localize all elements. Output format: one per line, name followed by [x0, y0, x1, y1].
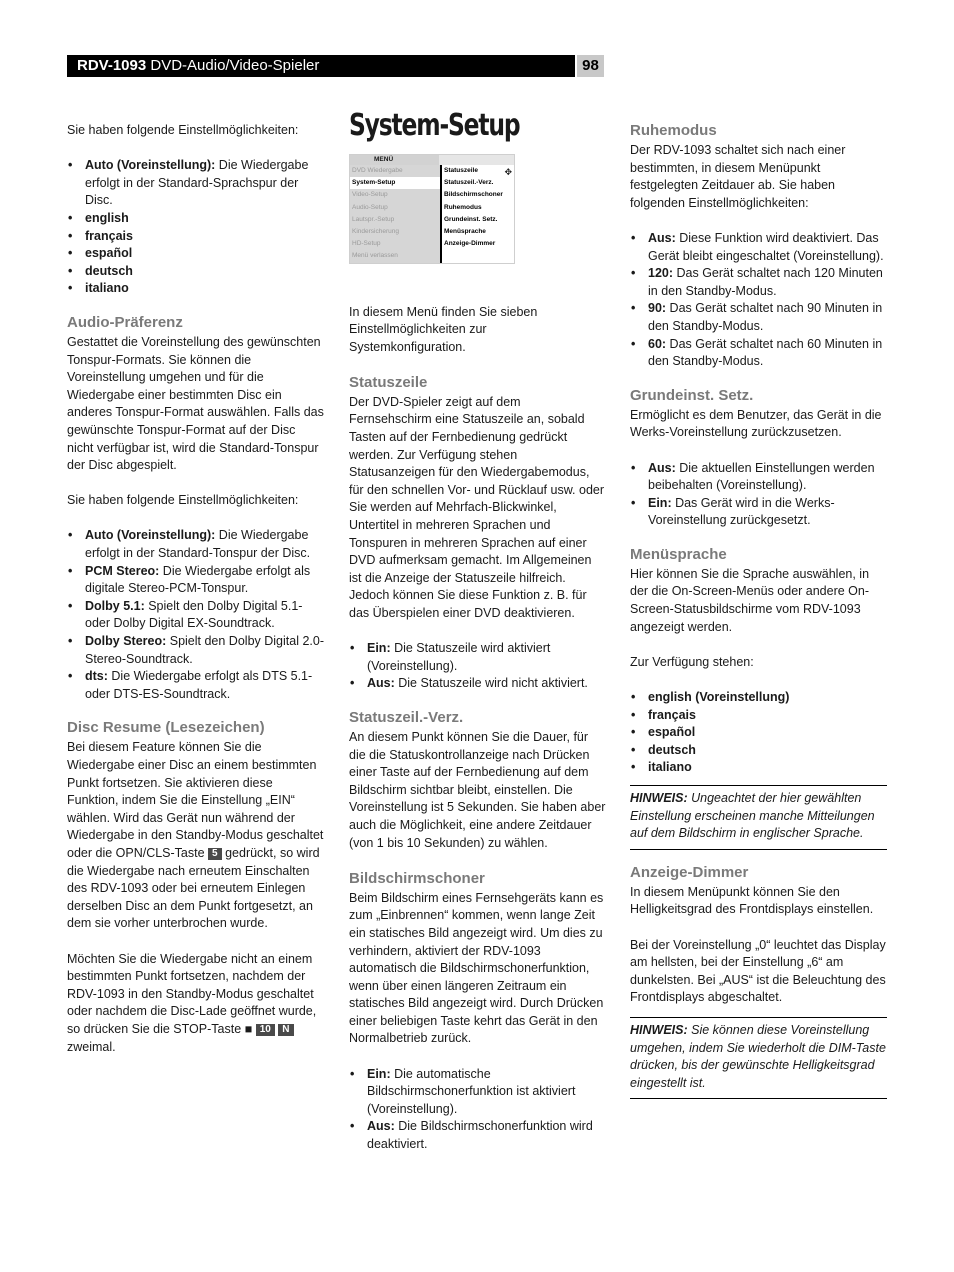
- list-item: • PCM Stereo: Die Wiedergabe erfolgt als digitale Stereo-PCM-Tonspur.: [67, 563, 324, 598]
- section-text: An diesem Punkt können Sie die Dauer, für die die Statuskontrollanzeige nach Drücken einer Taste auf der Fernbedienung auf dem Bildschirm sichtbar bleibt, einstellen. Die Voreinstellung ist 5 Sekunden. Sie haben aber auch die Möglichkeit, eine andere Zeitdauer (von 1 bis 10 Sekunden) zu wählen.: [349, 729, 606, 850]
- section-heading-sleep: Ruhemodus: [630, 122, 717, 139]
- menu-item: Lautspr.-Setup: [352, 215, 395, 223]
- section-heading-delay: Statuszeil.-Verz.: [349, 708, 464, 726]
- menu-right-column: [442, 165, 514, 263]
- list-item: • français: [630, 707, 887, 725]
- status-options-list: [349, 640, 606, 693]
- key-5-icon: 5: [208, 848, 222, 860]
- list-item: • français: [67, 228, 324, 246]
- stop-icon: ■: [244, 1021, 253, 1036]
- list-item: • Auto (Voreinstellung): Die Wiedergabe erfolgt in der Standard-Tonspur der Disc.: [67, 527, 324, 562]
- page-number: 98: [577, 55, 604, 77]
- section-heading-status: Statuszeile: [349, 373, 428, 391]
- list-item: • Aus: Die aktuellen Einstellungen werden beibehalten (Voreinstellung).: [630, 460, 887, 495]
- list-item: • Aus: Diese Funktion wird deaktiviert. Das Gerät bleibt eingeschaltet (Voreinstellung).: [630, 230, 887, 265]
- reset-options-list: [630, 460, 887, 530]
- menu-item: Menü verlassen: [352, 252, 398, 260]
- menu-left-column: [350, 165, 440, 263]
- list-item: • deutsch: [630, 742, 887, 760]
- section-heading-saver: Bildschirmschoner: [349, 869, 485, 887]
- section-text: In diesem Menüpunkt können Sie den Helligkeitsgrad des Frontdisplays einstellen.: [630, 884, 874, 917]
- page-header: [67, 55, 575, 77]
- submenu-item: Grundeinst. Setz.: [444, 215, 498, 223]
- section-heading-menu-language: Menüsprache: [630, 545, 727, 563]
- list-item: • english: [67, 210, 324, 228]
- submenu-item: Statuszeile: [444, 167, 478, 174]
- navigation-icon: ✥: [504, 167, 512, 177]
- column-1: [67, 122, 324, 1074]
- submenu-item: Bildschirmschoner: [444, 191, 503, 199]
- menu-item: Audio-Setup: [352, 203, 388, 211]
- column-3: [630, 122, 887, 1113]
- audio-options-list: [67, 527, 324, 703]
- section-heading-reset: Grundeinst. Setz.: [630, 386, 754, 404]
- submenu-item: Ruhemodus: [444, 203, 482, 211]
- section-text: Beim Bildschirm eines Fernsehgeräts kann es zum „Einbrennen“ kommen, wenn lange Zeit ein statisches Bild angezeigt wird. Um dies zu verhindern, aktiviert der RDV-1093 automatisch die Bildschirmschonerfunktion, wenn über einen längeren Zeitraum ein statisches Bild angezeigt wird. Durch Drücken einer beliebigen Taste kehrt das Gerät in den Normalbetrieb zurück.: [349, 890, 604, 1046]
- list-item: • 60: Das Gerät schaltet nach 60 Minuten in den Standby-Modus.: [630, 336, 887, 371]
- menu-title: MENÜ: [350, 155, 439, 165]
- section-heading-audio: Audio-Präferenz: [67, 313, 183, 331]
- section-text: Der DVD-Spieler zeigt auf dem Fernsehschirm eine Statuszeile an, sobald Tasten auf der Fernbedienung gedrückt werden. Zur Verfügung stehen Statusanzeigen für den Wiedergabemodus, für den schnellen Vor- und Rücklauf usw. oder Sie werden auf Mehrfach-Blickwinkel, Untertitel in mehreren Sprachen und Tonspuren in mehreren Sprachen auf einer DVD aufmerksam gemacht. Im Allgemeinen ist die Anzeige der Statuszeile hilfreich. Jedoch können Sie diese Funktion z. B. für das Überspielen einer DVD deaktivieren.: [349, 394, 605, 620]
- list-item: • Dolby Stereo: Spielt den Dolby Digital 2.0-Stereo-Soundtrack.: [67, 633, 324, 668]
- menu-item-active: System-Setup: [350, 177, 440, 189]
- intro-text: Sie haben folgende Einstellmöglichkeiten:: [67, 123, 299, 137]
- list-item: • 90: Das Gerät schaltet nach 90 Minuten in den Standby-Modus.: [630, 300, 887, 335]
- section-text: Hier können Sie die Sprache auswählen, in der die On-Screen-Menüs oder andere On-Screen-Statusbildschirme vom RDV-1093 angezeigt werden.: [630, 566, 870, 634]
- submenu-item: Anzeige-Dimmer: [444, 240, 496, 248]
- osd-menu-screenshot: [349, 154, 515, 264]
- key-10-icon: 10: [256, 1024, 275, 1036]
- list-item: • Ein: Die Statuszeile wird aktiviert (Voreinstellung).: [349, 640, 606, 675]
- menu-item: Kindersicherung: [352, 227, 399, 235]
- list-item: • Aus: Die Statuszeile wird nicht aktiviert.: [349, 675, 606, 693]
- section-text: Gestattet die Voreinstellung des gewünschten Tonspur-Formats. Sie können die Voreinstellung umgehen und für die Wiedergabe einer bestimmten Disc ein anderes Tonspur-Format auswählen. Falls das gewünschte Tonspur-Format auf der Disc nicht verfügbar ist, wird die Standard-Tonspur der Disc abgespielt.: [67, 334, 324, 473]
- column-2: [349, 110, 606, 1154]
- list-item: • Auto (Voreinstellung): Die Wiedergabe erfolgt in der Standard-Sprachspur der Disc.: [67, 157, 324, 210]
- section-text: Möchten Sie die Wiedergabe nicht an einem bestimmten Punkt fortsetzen, nachdem der RDV-1093 in den Standby-Modus geschaltet oder nachdem die Disc-Lade geöffnet wurde, so drücken Sie die STOP-Taste ■ 10 N zweimal.: [67, 951, 317, 1054]
- sleep-options-list: [630, 230, 887, 371]
- list-item: • Aus: Die Bildschirmschonerfunktion wird deaktiviert.: [349, 1118, 606, 1153]
- submenu-item: Statuszeil.-Verz.: [444, 179, 494, 187]
- list-item: • Dolby 5.1: Spielt den Dolby Digital 5.1- oder Dolby Digital EX-Soundtrack.: [67, 598, 324, 633]
- section-text: Der RDV-1093 schaltet sich nach einer bestimmten, in diesem Menüpunkt festgelegten Zeitdauer ab. Sie haben folgenden Einstellmöglichkeiten:: [630, 143, 846, 210]
- section-text: In diesem Menü finden Sie sieben Einstellmöglichkeiten zur Systemkonfiguration.: [349, 304, 538, 354]
- menu-item: Video-Setup: [352, 191, 388, 199]
- list-item: • Ein: Die automatische Bildschirmschonerfunktion ist aktiviert (Voreinstellung).: [349, 1066, 606, 1119]
- key-n-icon: N: [278, 1024, 293, 1036]
- section-text: Bei diesem Feature können Sie die Wiedergabe einer Disc an einem bestimmten Punkt fortsetzen. Sie aktivieren diese Funktion, indem Sie die Einstellung „EIN“ wählen. Wird das Gerät nun während der Wiedergabe in den Standby-Modus geschaltet oder die OPN/CLS-Taste 5 gedrückt, so wird die Wiedergabe nach erneutem Einschalten des RDV-1093 oder bei erneutem Einlegen derselben Disc an dem Punkt fortgesetzt, an dem sie vorher unterbrochen wurde.: [67, 740, 324, 931]
- page-title: System-Setup: [349, 108, 520, 143]
- section-text: Bei der Voreinstellung „0“ leuchtet das Display am hellsten, bei der Einstellung „6“ am dunkelsten. Bei „AUS“ ist die Beleuchtung des Frontdisplays abgeschaltet.: [630, 937, 886, 1005]
- note-box: HINWEIS: Sie können diese Voreinstellung umgehen, indem Sie wiederholt die DIM-Taste drücken, bis der gewünschte Helligkeitsgrad eingestellt ist.: [630, 1017, 887, 1099]
- menu-item: HD-Setup: [352, 240, 381, 248]
- section-text: Ermöglicht es dem Benutzer, das Gerät in die Werks-Voreinstellung zurückzusetzen.: [630, 407, 882, 440]
- menu-item: DVD Wiedergabe: [352, 167, 403, 174]
- list-item: • Ein: Das Gerät wird in die Werks-Voreinstellung zurückgesetzt.: [630, 495, 887, 530]
- model-name: RDV-1093: [77, 57, 147, 74]
- note-box: HINWEIS: Ungeachtet der hier gewählten Einstellung erscheinen manche Mitteilungen auf dem Bildschirm in englischer Sprache.: [630, 785, 887, 850]
- intro-text: Sie haben folgende Einstellmöglichkeiten:: [67, 493, 299, 508]
- header-subtitle: DVD-Audio/Video-Spieler: [146, 57, 320, 74]
- menu-language-list: [630, 689, 887, 777]
- subtitle-language-list: [67, 157, 324, 298]
- list-item: • español: [630, 724, 887, 742]
- list-item: • italiano: [67, 280, 324, 298]
- list-item: • español: [67, 245, 324, 263]
- list-item: • dts: Die Wiedergabe erfolgt als DTS 5.1- oder DTS-ES-Soundtrack.: [67, 668, 324, 703]
- submenu-item: Menüsprache: [444, 227, 486, 235]
- section-heading-dimmer: Anzeige-Dimmer: [630, 863, 749, 881]
- list-item: • deutsch: [67, 263, 324, 281]
- list-item: • italiano: [630, 759, 887, 777]
- saver-options-list: [349, 1066, 606, 1154]
- list-item: • english (Voreinstellung): [630, 689, 887, 707]
- intro-text: Zur Verfügung stehen:: [630, 654, 754, 669]
- section-heading-resume: Disc Resume (Lesezeichen): [67, 719, 265, 737]
- list-item: • 120: Das Gerät schaltet nach 120 Minuten in den Standby-Modus.: [630, 265, 887, 300]
